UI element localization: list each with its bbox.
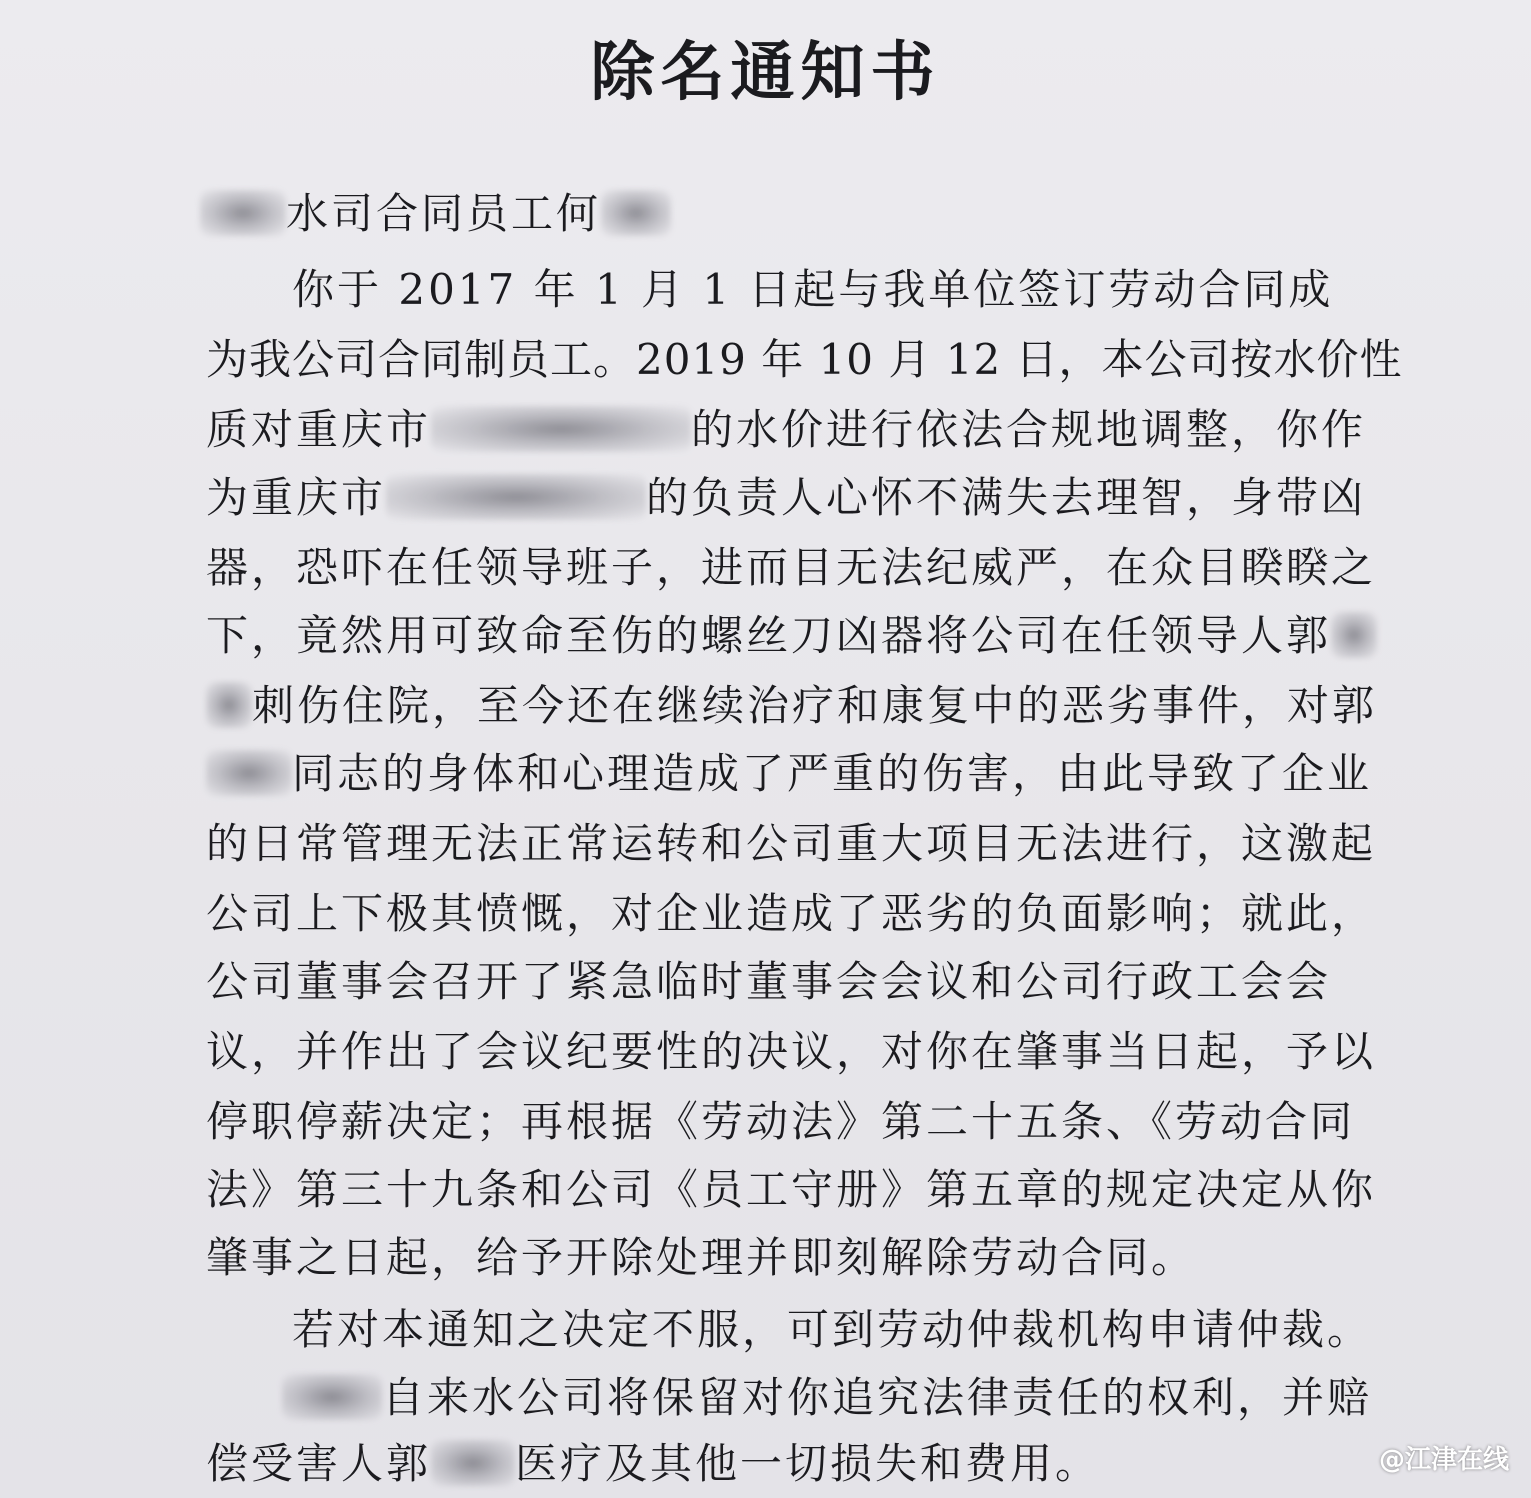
body-line [282, 1368, 1372, 1428]
addressee: 水司合同员工何 [286, 189, 602, 238]
redacted-area [1331, 612, 1377, 658]
body-line [206, 400, 1366, 460]
redacted-area [206, 682, 252, 728]
body-line: 若对本通知之决定不服，可到劳动仲裁机构申请仲裁。 [292, 1305, 1373, 1354]
body-line: 肇事之日起，给予开除处理并即刻解除劳动合同。 [206, 1233, 1197, 1282]
body-line [206, 744, 1372, 804]
redacted-area [386, 474, 646, 520]
body-line [206, 676, 1377, 736]
body-text: 下，竟然用可致命至伤的螺丝刀凶器将公司在任领导人郭 [206, 611, 1332, 660]
body-text: 自来水公司将保留对你追究法律责任的权利，并赔 [382, 1373, 1373, 1422]
body-text: 为重庆市 [206, 473, 387, 522]
body-text: 医疗及其他一切损失和费用。 [515, 1439, 1101, 1488]
redacted-area [431, 406, 691, 452]
redacted-area [206, 750, 292, 796]
watermark-label: @江津在线 [1378, 1445, 1509, 1475]
body-text: 同志的身体和心理造成了严重的伤害，由此导致了企业 [292, 749, 1373, 798]
document-title: 除名通知书 [590, 36, 941, 110]
redacted-area [282, 1374, 382, 1420]
redacted-area [200, 190, 286, 236]
body-line [206, 606, 1377, 666]
redacted-area [431, 1440, 515, 1486]
body-line: 议，并作出了会议纪要性的决议，对你在肇事当日起，予以 [206, 1027, 1377, 1076]
body-text: 偿受害人郭 [206, 1439, 432, 1488]
body-line: 为我公司合同制员工。2019 年 10 月 12 日，本公司按水价性 [206, 335, 1403, 384]
addressee-line [200, 184, 671, 244]
body-text: 的水价进行依法合规地调整，你作 [691, 405, 1367, 454]
body-text: 刺伤住院，至今还在继续治疗和康复中的恶劣事件，对郭 [252, 681, 1378, 730]
body-text: 质对重庆市 [206, 405, 432, 454]
body-line: 公司上下极其愤慨，对企业造成了恶劣的负面影响；就此， [206, 889, 1377, 938]
body-line: 器，恐吓在任领导班子，进而目无法纪威严，在众目睽睽之 [206, 543, 1377, 592]
body-line [206, 1434, 1100, 1494]
body-line: 的日常管理无法正常运转和公司重大项目无法进行，这激起 [206, 819, 1377, 868]
body-line: 停职停薪决定；再根据《劳动法》第二十五条、《劳动合同 [206, 1097, 1356, 1146]
body-line: 法》第三十九条和公司《员工守册》第五章的规定决定从你 [206, 1165, 1377, 1214]
body-line [206, 468, 1366, 528]
redacted-area [601, 190, 671, 236]
body-line: 公司董事会召开了紧急临时董事会会议和公司行政工会会 [206, 957, 1332, 1006]
body-line: 你于 2017 年 1 月 1 日起与我单位签订劳动合同成 [292, 265, 1334, 314]
body-text: 的负责人心怀不满失去理智，身带凶 [646, 473, 1367, 522]
